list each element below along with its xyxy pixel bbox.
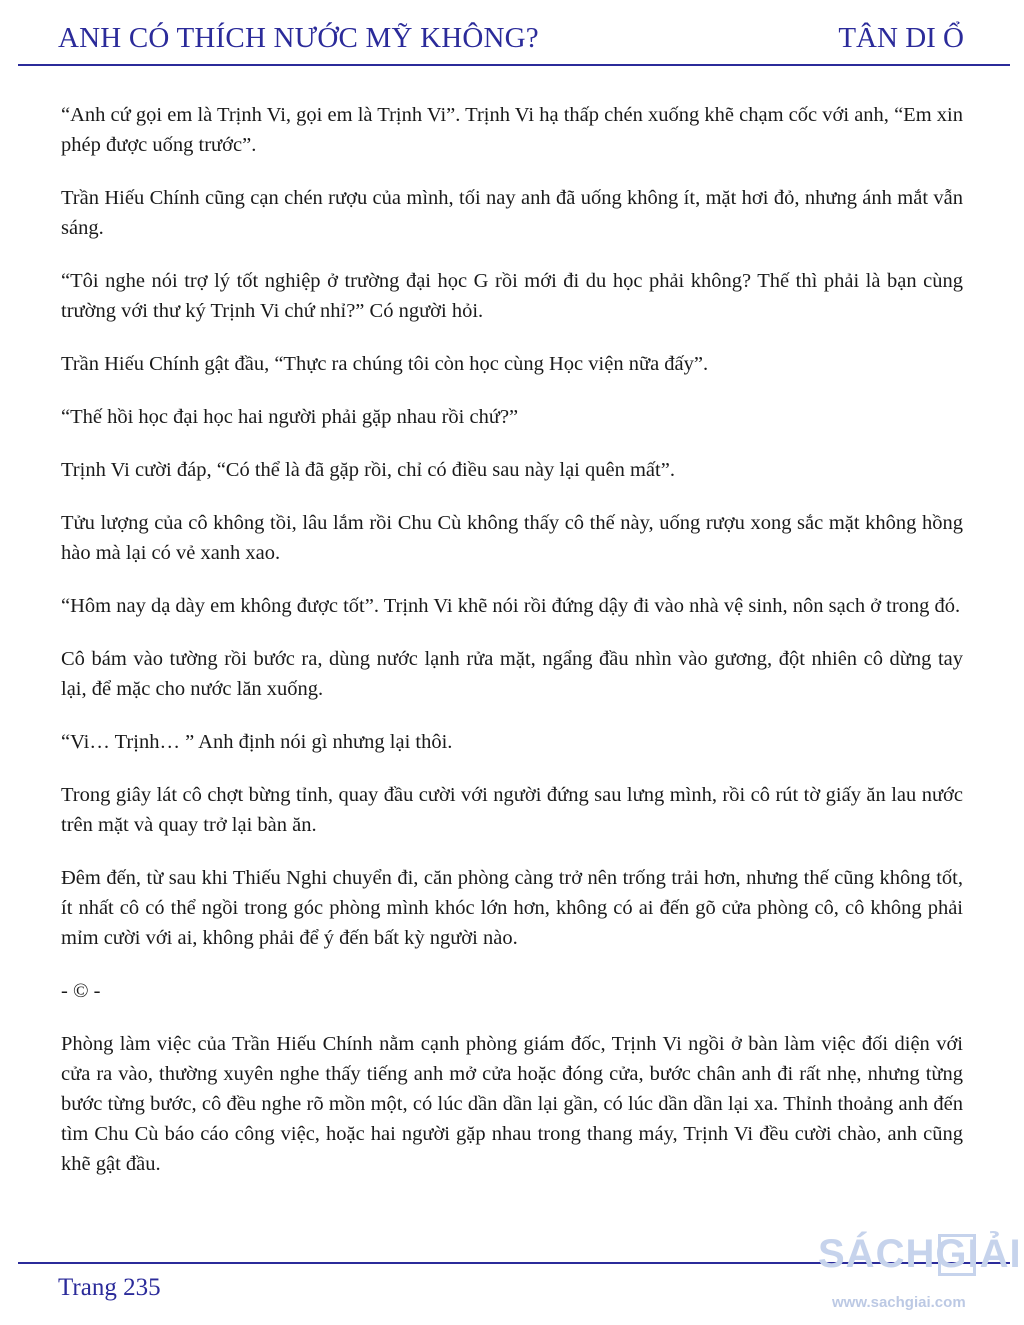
paragraph: “Tôi nghe nói trợ lý tốt nghiệp ở trường đại học G rồi mới đi du học phải không? Thế thì phải là bạn cùng trường với thư ký Trịnh Vi chứ nhỉ?” Có người hỏi. (61, 270, 963, 322)
paragraph: Trong giây lát cô chợt bừng tỉnh, quay đầu cười với người đứng sau lưng mình, rồi cô rút tờ giấy ăn lau nước trên mặt và quay trở lại bàn ăn. (61, 784, 963, 836)
paragraph: “Thế hồi học đại học hai người phải gặp nhau rồi chứ?” (61, 406, 519, 428)
watermark-url: www.sachgiai.com (832, 1294, 966, 1311)
author-name: TÂN DI Ổ (838, 22, 964, 54)
paragraph: Trịnh Vi cười đáp, “Có thể là đã gặp rồi, chỉ có điều sau này lại quên mất”. (61, 459, 675, 481)
page-header (58, 22, 984, 66)
paragraph: Tửu lượng của cô không tồi, lâu lắm rồi Chu Cù không thấy cô thế này, uống rượu xong sắc mặt không hồng hào mà lại có vẻ xanh xao. (61, 512, 963, 564)
section-separator: - © - (61, 980, 101, 1002)
paragraph: Cô bám vào tường rồi bước ra, dùng nước lạnh rửa mặt, ngẩng đầu nhìn vào gương, đột nhiên cô dừng tay lại, để mặc cho nước lăn xuống. (61, 648, 963, 700)
book-title: ANH CÓ THÍCH NƯỚC MỸ KHÔNG? (58, 22, 539, 54)
page-body (61, 100, 963, 1202)
watermark (818, 1232, 1022, 1317)
paragraph: Phòng làm việc của Trần Hiếu Chính nằm cạnh phòng giám đốc, Trịnh Vi ngồi ở bàn làm việc đối diện với cửa ra vào, thường xuyên nghe thấy tiếng anh mở cửa hoặc đóng cửa, bước chân anh đi rất nhẹ, nhưng từng bước từng bước, cô đều nghe rõ mồn một, có lúc dần dần lại gần, có lúc dần dần lại xa. Thỉnh thoảng anh đến tìm Chu Cù báo cáo công việc, hoặc hai người gặp nhau trong thang máy, Trịnh Vi đều cười chào, anh cũng khẽ gật đầu. (61, 1033, 963, 1175)
paragraph: “Vi… Trịnh… ” Anh định nói gì nhưng lại thôi. (61, 731, 453, 753)
paragraph: Đêm đến, từ sau khi Thiếu Nghi chuyển đi, căn phòng càng trở nên trống trải hơn, nhưng thế cũng không tốt, ít nhất cô có thể ngồi trong góc phòng mình khóc lớn hơn, không có ai đến gõ cửa phòng cô, cô không phải mỉm cười với ai, không phải để ý đến bất kỳ người nào. (61, 867, 963, 949)
paragraph: Trần Hiếu Chính gật đầu, “Thực ra chúng tôi còn học cùng Học viện nữa đấy”. (61, 353, 709, 375)
paragraph: “Anh cứ gọi em là Trịnh Vi, gọi em là Trịnh Vi”. Trịnh Vi hạ thấp chén xuống khẽ chạm cốc với anh, “Em xin phép được uống trước”. (61, 104, 963, 156)
paragraph: Trần Hiếu Chính cũng cạn chén rượu của mình, tối nay anh đã uống không ít, mặt hơi đỏ, nhưng ánh mắt vẫn sáng. (61, 187, 963, 239)
page-number: Trang 235 (58, 1274, 161, 1301)
header-divider (18, 64, 1010, 66)
paragraph: “Hôm nay dạ dày em không được tốt”. Trịnh Vi khẽ nói rồi đứng dậy đi vào nhà vệ sinh, nôn sạch ở trong đó. (61, 595, 961, 617)
watermark-logo: SÁCHGIẢI (818, 1232, 1022, 1276)
